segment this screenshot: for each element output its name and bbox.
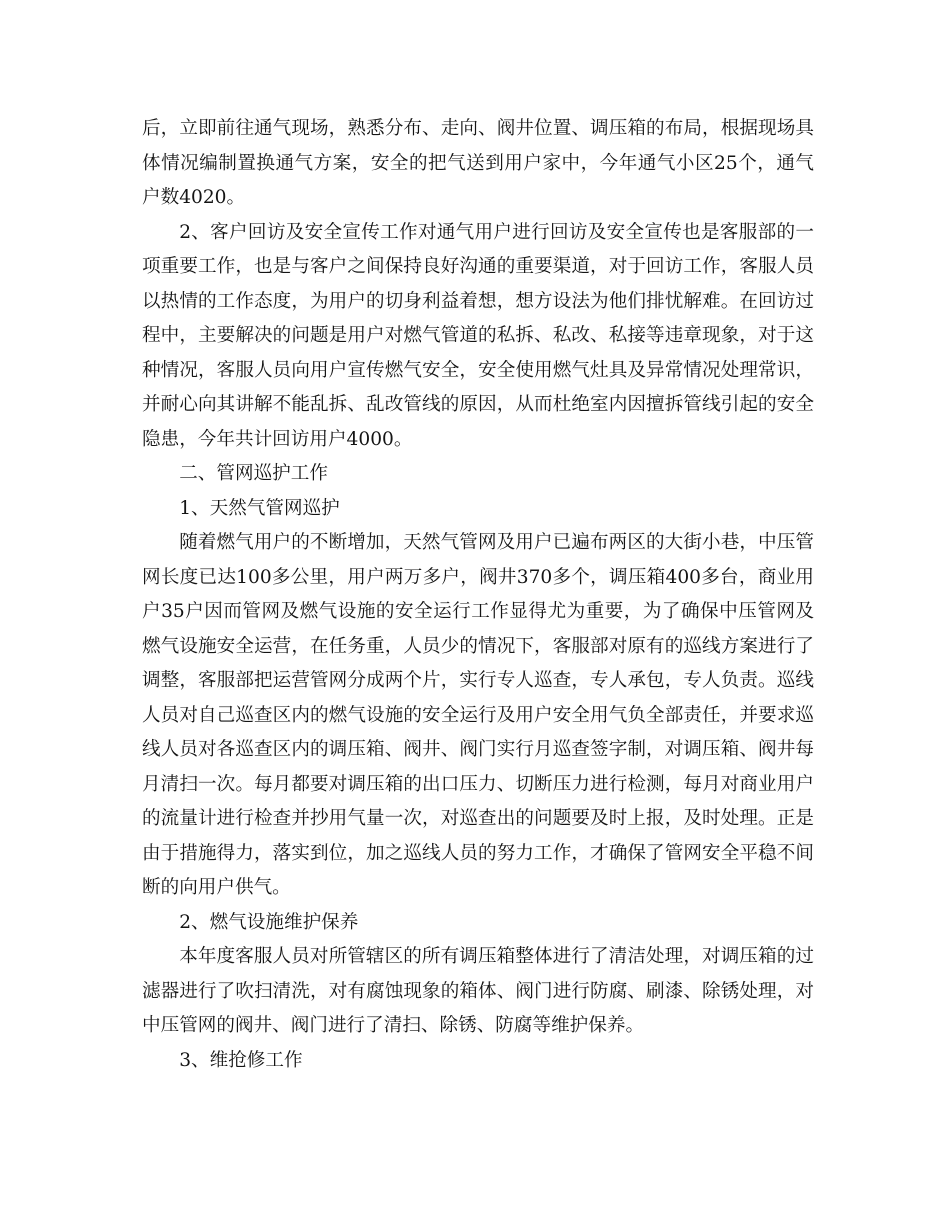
subheading-facility-maintenance: 2、燃气设施维护保养 (179, 911, 359, 933)
paragraph-continuation: 后，立即前往通气现场，熟悉分布、走向、阀井位置、调压箱的布局，根据现场具体情况编制置换通气方案，安全的把气送到用户家中，今年通气小区25个，通气户数4020。 (142, 118, 814, 208)
paragraph-customer-visits: 2、客户回访及安全宣传工作对通气用户进行回访及安全宣传也是客服部的一项重要工作，也是与客户之间保持良好沟通的重要渠道，对于回访工作，客服人员以热情的工作态度，为用户的切身利益着想，想方设法为他们排忧解难。在回访过程中，主要解决的问题是用户对燃气管道的私拆、私改、私接等违章现象，对于这种情况，客服人员向用户宣传燃气安全，安全使用燃气灶具及异常情况处理常识，并耐心向其讲解不能乱拆、乱改管线的原因，从而杜绝室内因擅拆管线引起的安全隐患，今年共计回访用户4000。 (142, 221, 814, 450)
paragraph-network-patrol: 随着燃气用户的不断增加，天然气管网及用户已遍布两区的大街小巷，中压管网长度已达100多公里，用户两万多户，阀井370多个，调压箱400多台，商业用户35户因而管网及燃气设施的安全运行工作显得尤为重要，为了确保中压管网及燃气设施安全运营，在任务重，人员少的情况下，客服部对原有的巡线方案进行了调整，客服部把运营管网分成两个片，实行专人巡查，专人承包，专人负责。巡线人员对自己巡查区内的燃气设施的安全运行及用户安全用气负全部责任，并要求巡线人员对各巡查区内的调压箱、阀井、阀门实行月巡查签字制，对调压箱、阀井每月清扫一次。每月都要对调压箱的出口压力、切断压力进行检测，每月对商业用户的流量计进行检查并抄用气量一次，对巡查出的问题要及时上报，及时处理。正是由于措施得力，落实到位，加之巡线人员的努力工作，才确保了管网安全平稳不间断的向用户供气。 (142, 532, 814, 898)
paragraph-facility-maintenance: 本年度客服人员对所管辖区的所有调压箱整体进行了清洁处理，对调压箱的过滤器进行了吹扫清洗，对有腐蚀现象的箱体、阀门进行防腐、刷漆、除锈处理，对中压管网的阀井、阀门进行了清扫、除锈、防腐等维护保养。 (142, 946, 814, 1036)
subheading-repair-work: 3、维抢修工作 (179, 1049, 303, 1071)
subheading-gas-network-patrol: 1、天然气管网巡护 (179, 497, 340, 519)
section-heading-pipeline-patrol: 二、管网巡护工作 (179, 463, 328, 484)
document-body (142, 112, 814, 1078)
